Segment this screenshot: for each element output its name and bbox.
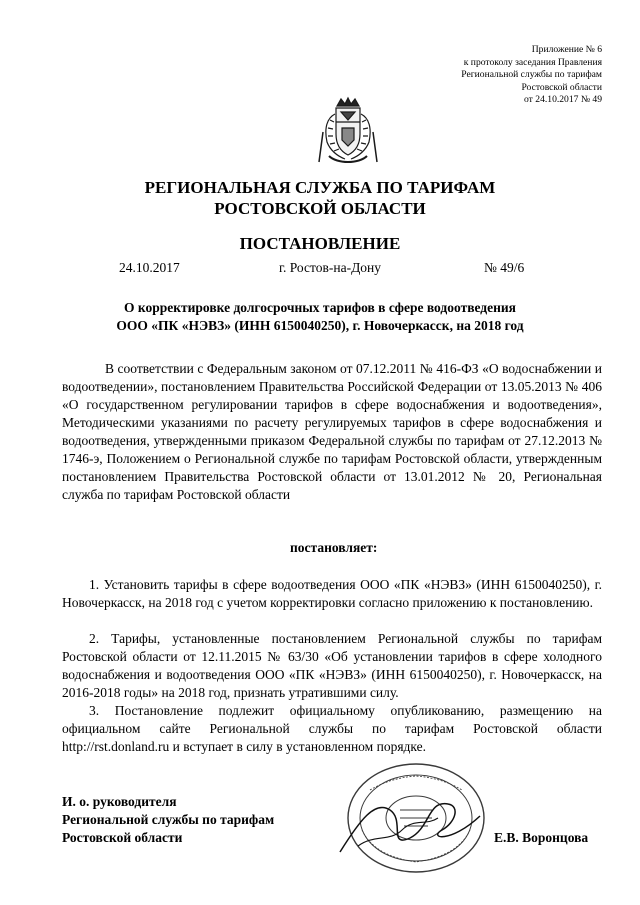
resolution-point: 1. Установить тарифы в сфере водоотведения ООО «ПК «НЭВЗ» (ИНН 6150040250), г. Новочеркасск, на 2018 год с учетом корректировки согласно приложению к постановлению. <box>62 577 602 610</box>
preamble-paragraph: В соответствии с Федеральным законом от 07.12.2011 № 416-ФЗ «О водоснабжении и водоотведении», постановлением Правительства Российской Федерации от 13.05.2013 № 406 «О государственном регулировании тарифов в сфере водоснабжения и водоотведения», Методическими указаниями по расчету регулируемых тарифов в сфере водоснабжения и водоотведения, утвержденными приказом Федеральной службы по тарифам от 27.12.2013 № 1746-э, Положением о Региональной службе по тарифам Ростовской области, утвержденным постановлением Правительства Ростовской области от 13.01.2012 № 20, Региональная служба по тарифам Ростовской области <box>62 361 602 502</box>
annex-line: Приложение № 6 <box>531 44 602 55</box>
signatory-title-line: И. о. руководителя <box>62 794 177 809</box>
resolution-point: 3. Постановление подлежит официальному опубликованию, размещению на официальном сайте Региональной службы по тарифам Ростовской области http://rst.donland.ru и вступает в силу в установленном порядке. <box>62 703 602 754</box>
annex-note <box>362 44 602 107</box>
subject-line: О корректировке долгосрочных тарифов в сфере водоотведения <box>124 300 516 315</box>
document-number: № 49/6 <box>484 260 525 275</box>
annex-line: к протоколу заседания Правления <box>463 56 602 68</box>
document-date: 24.10.2017 <box>119 260 180 275</box>
document-subject <box>60 299 580 335</box>
annex-line: от 24.10.2017 № 49 <box>524 94 602 106</box>
resolution-point: 2. Тарифы, установленные постановлением Региональной службы по тарифам Ростовской области от 12.11.2015 № 63/30 «Об установлении тарифов в сфере холодного водоснабжения и водоотведения ООО «ПК «НЭВЗ» (ИНН 6150040250), г. Новочеркасск, на 2016-2018 годы» на 2018 год, признать утратившими силу. <box>62 631 602 700</box>
signatory-name: Е.В. Воронцова <box>494 830 589 845</box>
document-type: ПОСТАНОВЛЕНИЕ <box>239 234 401 253</box>
rostov-oblast-coat-of-arms-icon <box>315 96 381 166</box>
agency-name-line: РОСТОВСКОЙ ОБЛАСТИ <box>214 199 426 218</box>
resolves-heading: постановляет: <box>290 540 378 555</box>
signatory-title-line: Региональной службы по тарифам <box>62 812 275 827</box>
official-seal-stamp-icon <box>330 760 490 875</box>
subject-line: ООО «ПК «НЭВЗ» (ИНН 6150040250), г. Новочеркасск, на 2018 год <box>116 318 524 333</box>
signatory-title <box>62 793 274 847</box>
annex-line: Ростовской области <box>521 81 602 93</box>
agency-name <box>80 177 560 219</box>
signatory-title-line: Ростовской области <box>62 830 183 845</box>
document-city: г. Ростов-на-Дону <box>279 260 382 275</box>
annex-line: Региональной службы по тарифам <box>461 69 602 81</box>
agency-name-line: РЕГИОНАЛЬНАЯ СЛУЖБА ПО ТАРИФАМ <box>144 178 496 197</box>
